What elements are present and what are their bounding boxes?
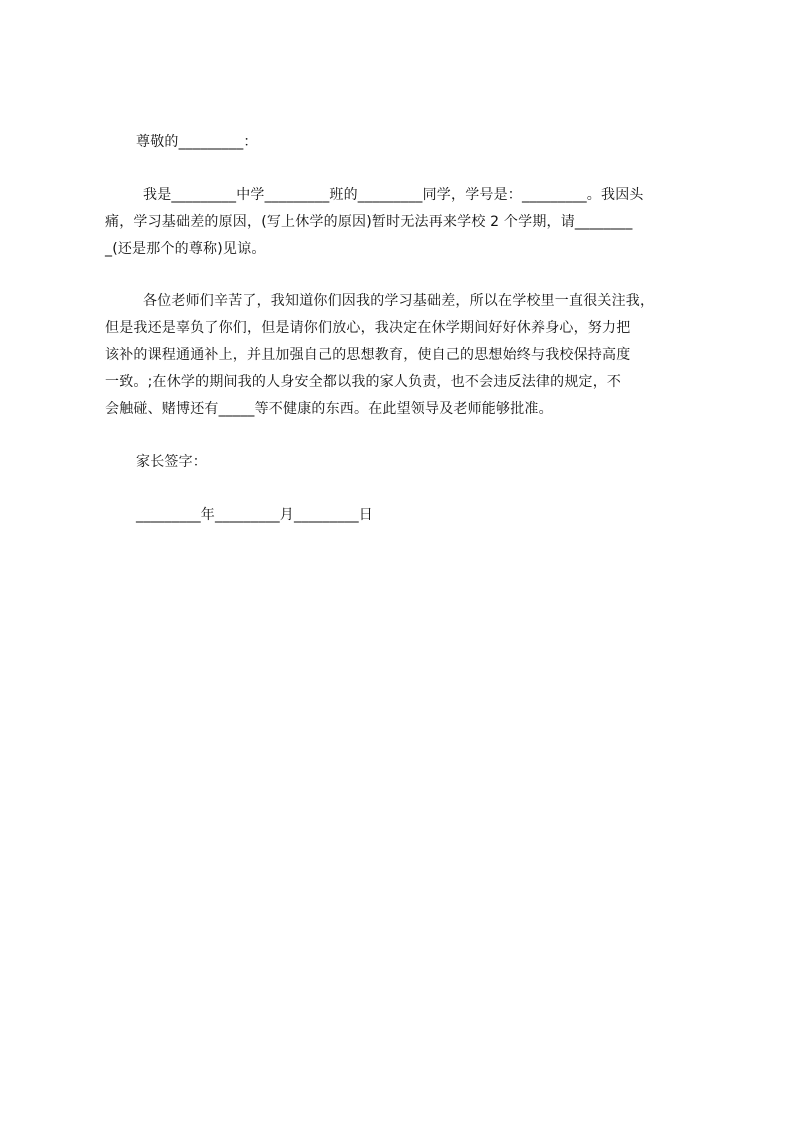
paragraph-1-line-2: 痛，学习基础差的原因，(写上休学的原因)暂时无法再来学校 2 个学期，请________: [105, 214, 633, 230]
paragraph-2-line-4: 一致。;在休学的期间我的人身安全都以我的家人负责，也不会违反法律的规定，不: [105, 374, 622, 390]
paragraph-2-line-5: 会触碰、赌博还有_____等不健康的东西。在此望领导及老师能够批准。: [105, 401, 553, 417]
paragraph-1-line-3: _(还是那个的尊称)见谅。: [105, 241, 266, 257]
date-line: _________年_________月_________日: [136, 507, 373, 523]
paragraph-2-line-3: 该补的课程通通补上，并且加强自己的思想教育，使自己的思想始终与我校保持高度: [105, 347, 631, 363]
salutation: 尊敬的_________：: [136, 134, 258, 150]
paragraph-1-line-1: 我是_________中学_________班的_________同学，学号是：_________。我因头: [143, 187, 644, 203]
paragraph-2-line-2: 但是我还是辜负了你们，但是请你们放心，我决定在休学期间好好休养身心，努力把: [105, 320, 631, 336]
paragraph-2-line-1: 各位老师们辛苦了，我知道你们因我的学习基础差，所以在学校里一直很关注我，: [143, 293, 655, 309]
signature-label: 家长签字：: [136, 454, 207, 470]
